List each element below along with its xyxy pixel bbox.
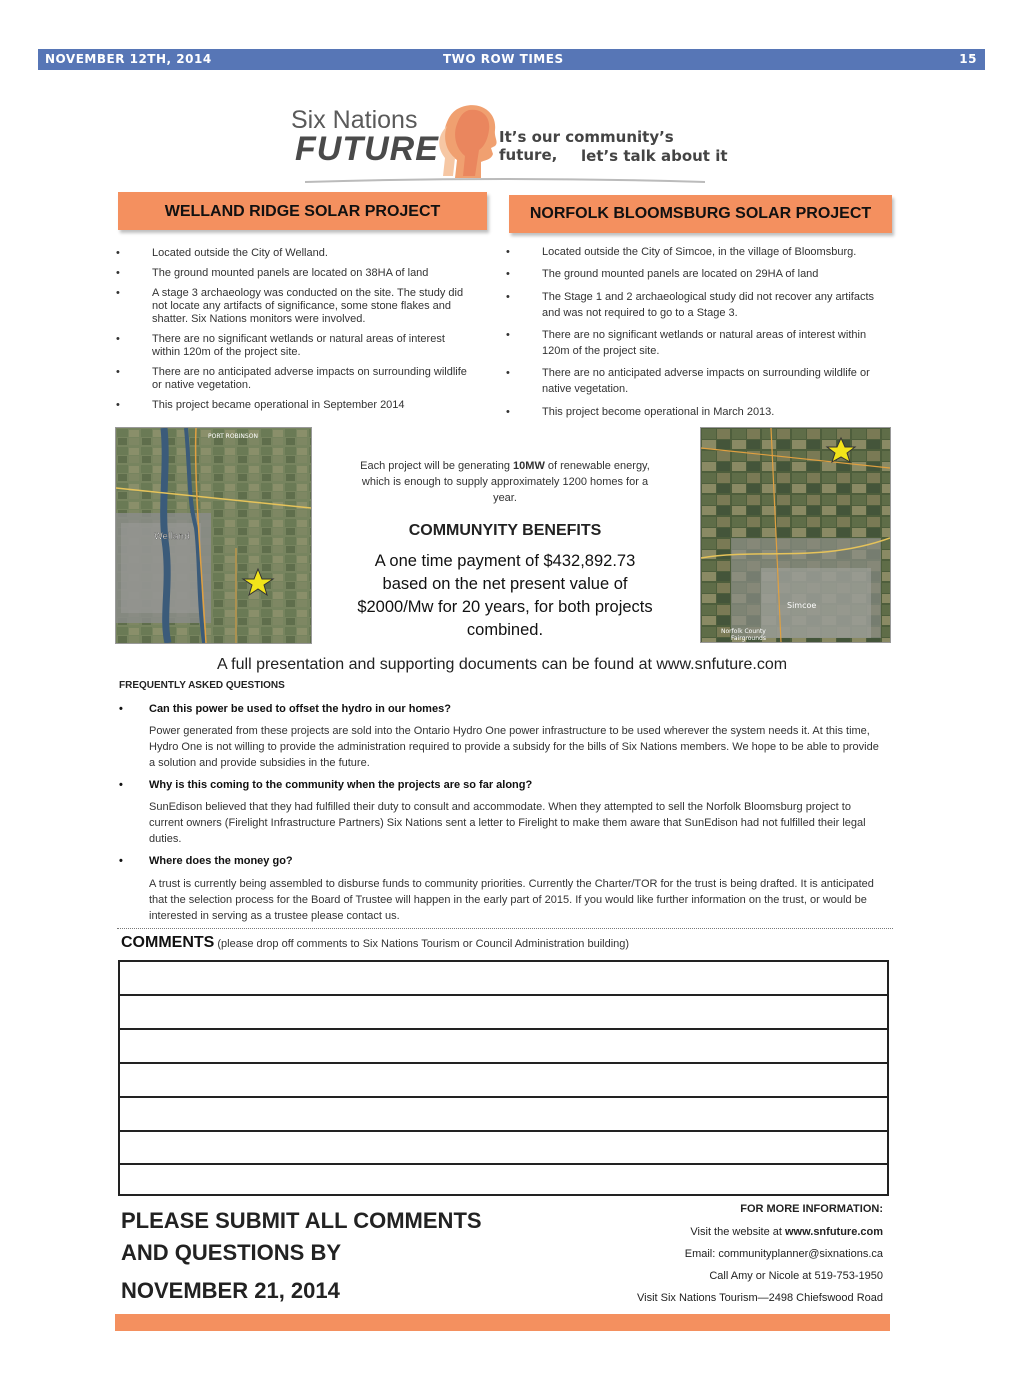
- welland-satellite-map: [115, 427, 312, 644]
- full-presentation-note: A full presentation and supporting documents can be found at www.snfuture.com: [216, 656, 788, 673]
- info-website: Visit the website at www.snfuture.com: [690, 1226, 883, 1238]
- capacity-note: Each project will be generating 10MW of renewable energy, which is enough to supply approximately 1200 homes for a year.: [360, 460, 650, 504]
- comment-line: [120, 1096, 887, 1098]
- head-profile-icon: [435, 100, 505, 180]
- comments-heading: COMMENTS (please drop off comments to Six Nations Tourism or Council Administration building): [121, 934, 630, 951]
- comment-line: [120, 994, 887, 996]
- info-title: FOR MORE INFORMATION:: [740, 1203, 883, 1215]
- logo-tagline-1: It’s our community’s future,: [499, 128, 674, 164]
- comment-line: [120, 1130, 887, 1132]
- map-label: Fairgrounds: [731, 635, 766, 642]
- submit-line-2: AND QUESTIONS BY: [121, 1240, 342, 1265]
- divider: [117, 928, 893, 929]
- map-label: Norfolk County: [721, 628, 766, 635]
- logo-line2: FUTURE: [295, 130, 439, 168]
- website-link[interactable]: www.snfuture.com: [785, 1226, 883, 1238]
- comments-box[interactable]: [118, 960, 889, 1196]
- comment-line: [120, 1163, 887, 1165]
- faq-title: FREQUENTLY ASKED QUESTIONS: [119, 680, 285, 691]
- map-label: Simcoe: [787, 601, 817, 610]
- logo-swoosh: [305, 178, 705, 184]
- submit-line-1: PLEASE SUBMIT ALL COMMENTS: [121, 1208, 482, 1233]
- map-label: PORT ROBINSON: [208, 433, 258, 440]
- six-nations-future-logo: [285, 98, 735, 190]
- faq-answer: Power generated from these projects are sold into the Ontario Hydro One power infrastructure to be used wherever the system needs it. At this time, Hydro One is not willing to provide the administration required to provide a subsidy for the bills of Six Nations members. We hope to be able to provide a solution and provide subsidies in the future.: [149, 725, 879, 769]
- benefits-title: COMMUNYITY BENEFITS: [408, 522, 602, 539]
- welland-project-title: WELLAND RIDGE SOLAR PROJECT: [118, 192, 487, 230]
- footer-bar: [115, 1314, 890, 1331]
- info-email[interactable]: Email: communityplanner@sixnations.ca: [684, 1248, 883, 1260]
- page-number: 15: [959, 52, 977, 66]
- issue-date: NOVEMBER 12TH, 2014: [45, 52, 212, 66]
- logo-line1: Six Nations: [291, 106, 418, 134]
- info-visit: Visit Six Nations Tourism—2498 Chiefswood Road: [637, 1292, 883, 1304]
- newspaper-name: TWO ROW TIMES: [443, 52, 564, 66]
- masthead-bar: [38, 49, 985, 70]
- info-phone: Call Amy or Nicole at 519-753-1950: [709, 1270, 883, 1282]
- logo-tagline-2: let’s talk about it: [581, 147, 728, 165]
- norfolk-project-title: NORFOLK BLOOMSBURG SOLAR PROJECT: [509, 195, 892, 233]
- benefits-body: A one time payment of $432,892.73 based on the net present value of $2000/Mw for 20 years, for both projects combined.: [357, 552, 653, 639]
- faq-answer: SunEdison believed that they had fulfilled their duty to consult and accommodate. When they attempted to sell the Norfolk Bloomsburg project to current owners (Firelight Infrastructure Partners) Six Nations sent a letter to Firelight to make them aware that SunEdison had not fulfilled their legal duties.: [149, 801, 866, 845]
- norfolk-satellite-map: [700, 427, 891, 643]
- comment-line: [120, 1028, 887, 1030]
- submit-deadline: NOVEMBER 21, 2014: [121, 1278, 340, 1303]
- faq-answer: A trust is currently being assembled to disburse funds to community priorities. Currently the Charter/TOR for the trust is being drafted. It is anticipated that the selection process for the Board of Trustee will happen in the early part of 2015. If you would like further information on the trust, or would be interested in serving as a trustee please contact us.: [149, 878, 874, 922]
- comment-line: [120, 1062, 887, 1064]
- map-label: Welland: [154, 532, 190, 542]
